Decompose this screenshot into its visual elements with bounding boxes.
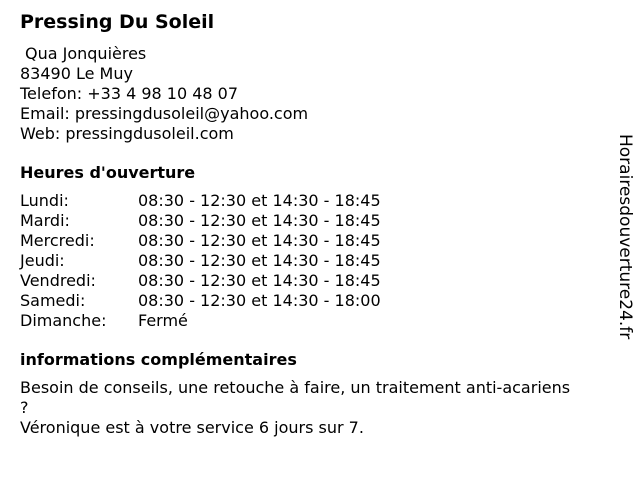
hours-day: Mercredi: (20, 231, 95, 250)
hours-day: Lundi: (20, 191, 69, 210)
address-city: 83490 Le Muy (20, 64, 133, 83)
hours-row (20, 311, 381, 331)
hours-time: 08:30 - 12:30 et 14:30 - 18:45 (138, 191, 381, 210)
hours-row (20, 211, 381, 231)
hours-time: Fermé (138, 311, 188, 330)
hours-row (20, 191, 381, 211)
phone-number: Telefon: +33 4 98 10 48 07 (20, 84, 239, 103)
additional-info-text (20, 378, 610, 438)
additional-info-heading: informations complémentaires (20, 350, 297, 369)
hours-row (20, 291, 381, 311)
info-line: Véronique est à votre service 6 jours sur 7. (20, 418, 364, 437)
address-street: Qua Jonquières (25, 44, 147, 63)
hours-day: Jeudi: (20, 251, 65, 270)
hours-time: 08:30 - 12:30 et 14:30 - 18:45 (138, 231, 381, 250)
hours-time: 08:30 - 12:30 et 14:30 - 18:45 (138, 211, 381, 230)
hours-time: 08:30 - 12:30 et 14:30 - 18:00 (138, 291, 381, 310)
business-card (20, 10, 610, 438)
website: Web: pressingdusoleil.com (20, 124, 234, 143)
hours-row (20, 231, 381, 251)
site-watermark: Horairesdouverture24.fr (615, 134, 635, 340)
hours-day: Dimanche: (20, 311, 107, 330)
business-name: Pressing Du Soleil (20, 11, 215, 33)
hours-day: Samedi: (20, 291, 86, 310)
info-line: ? (20, 398, 29, 417)
info-line: Besoin de conseils, une retouche à faire, un traitement anti-acariens (20, 378, 571, 397)
opening-hours-heading: Heures d'ouverture (20, 163, 196, 182)
hours-day: Mardi: (20, 211, 70, 230)
hours-day: Vendredi: (20, 271, 96, 290)
opening-hours-table (20, 191, 381, 331)
hours-row (20, 251, 381, 271)
hours-time: 08:30 - 12:30 et 14:30 - 18:45 (138, 271, 381, 290)
hours-time: 08:30 - 12:30 et 14:30 - 18:45 (138, 251, 381, 270)
email-address: Email: pressingdusoleil@yahoo.com (20, 104, 309, 123)
hours-row (20, 271, 381, 291)
